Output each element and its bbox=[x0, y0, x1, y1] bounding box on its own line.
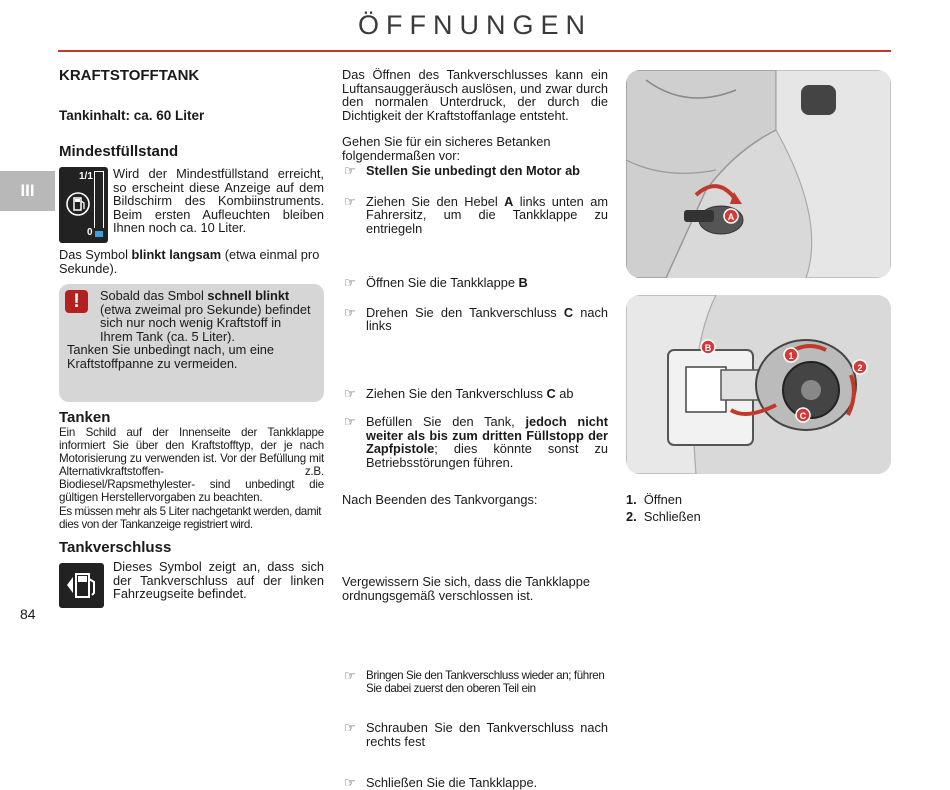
warning-icon: ! bbox=[65, 290, 88, 313]
refuel-text: Ein Schild auf der Innenseite der Tankklappe informiert Sie über den Kraftstofftyp, der je nach Motorisierung zu verwenden ist. Vor der Befüllung mit Alternativkraftstoffen- z.B. Biodiesel/Rapsmethylester- sind unbedingt die gültigen Herstellervorgaben zu beachten. bbox=[59, 426, 324, 504]
step-2: ☞ Ziehen Sie den Hebel A links unten am Fahrersitz, um die Tankklappe zu entriegeln bbox=[342, 195, 608, 236]
legend-item-2: 2. Schließen bbox=[626, 509, 701, 524]
procedure-intro: Gehen Sie für ein sicheres Betanken folgendermaßen vor: bbox=[342, 134, 551, 163]
tank-capacity: Tankinhalt: ca. 60 Liter bbox=[59, 108, 205, 123]
callout-c: C bbox=[799, 411, 807, 421]
section-heading: KRAFTSTOFFTANK bbox=[59, 67, 200, 84]
chapter-tab[interactable]: III bbox=[0, 171, 55, 211]
after-refuel-heading: Nach Beenden des Tankvorgangs: bbox=[342, 492, 538, 507]
step-4: ☞ Drehen Sie den Tankverschluss C nach links bbox=[342, 306, 608, 333]
step-5: ☞ Ziehen Sie den Tankverschluss C ab bbox=[342, 387, 608, 401]
symbol-blink-text: Das Symbol blinkt langsam (etwa einmal pro Sekunde). bbox=[59, 247, 320, 276]
gauge-full-label: 1/1 bbox=[79, 171, 93, 182]
after-step-1: ☞ Bringen Sie den Tankverschluss wieder an; führen Sie dabei zuerst den oberen Teil ein bbox=[342, 669, 610, 695]
step-3: ☞ Öffnen Sie die Tankklappe B bbox=[342, 276, 608, 290]
refuel-heading: Tanken bbox=[59, 409, 111, 426]
fuel-gauge-icon bbox=[59, 167, 108, 243]
warning-text: Sobald das Smbol schnell blinkt (etwa zweimal pro Sekunde) befindet sich nur noch wenig Kraftstoff in Ihrem Tank (ca. 5 Liter). bbox=[100, 288, 311, 344]
lever-illustration bbox=[626, 70, 891, 278]
title-divider bbox=[58, 50, 891, 52]
callout-b: B bbox=[704, 343, 712, 353]
fuel-cap-illustration bbox=[626, 295, 891, 474]
callout-2: 2 bbox=[857, 363, 863, 373]
fuel-cap-heading: Tankverschluss bbox=[59, 539, 172, 556]
after-step-3: ☞ Schließen Sie die Tankklappe. bbox=[342, 776, 608, 790]
callout-a: A bbox=[727, 212, 735, 222]
warning-text-2: Tanken Sie unbedingt nach, um eine Kraftstoffpanne zu vermeiden. bbox=[67, 342, 275, 371]
min-level-text: Wird der Mindestfüllstand erreicht, so erscheint diese Anzeige auf dem Bildschirm des Kombiinstruments. Beim ersten Aufleuchten bleiben Ihnen noch ca. 10 Liter. bbox=[113, 166, 324, 235]
fuel-pump-icon bbox=[59, 563, 104, 608]
page-number: 84 bbox=[20, 606, 36, 622]
callout-1: 1 bbox=[788, 351, 794, 361]
min-level-heading: Mindestfüllstand bbox=[59, 143, 179, 160]
gauge-scale bbox=[94, 171, 104, 228]
intro-text: Das Öffnen des Tankverschlusses kann ein Luftansauggeräusch auslösen, und zwar durch den normalen Unterdruck, der durch die Dichtigkeit der Kraftstoffanlage entsteht. bbox=[342, 67, 608, 123]
after-step-2: ☞ Schrauben Sie den Tankverschluss nach rechts fest bbox=[342, 721, 608, 748]
step-1: ☞ Stellen Sie unbedingt den Motor ab bbox=[342, 164, 608, 178]
legend-item-1: 1. Öffnen bbox=[626, 492, 682, 507]
fuel-warning-icon bbox=[65, 191, 91, 217]
after-note: Vergewissern Sie sich, dass die Tankklappe ordnungsgemäß verschlossen ist. bbox=[342, 574, 591, 603]
step-6: ☞ Befüllen Sie den Tank, jedoch nicht weiter als bis zum dritten Füllstopp der Zapfpistole; dies könnte sonst zu Betriebsstörungen führen. bbox=[342, 415, 608, 469]
gauge-empty-label: 0 bbox=[87, 227, 93, 238]
fuel-cap-text: Dieses Symbol zeigt an, dass sich der Tankverschluss auf der linken Fahrzeugseite befindet. bbox=[113, 559, 324, 601]
gauge-level-bar bbox=[95, 231, 103, 237]
refuel-note: Es müssen mehr als 5 Liter nachgetankt werden, damit dies von der Tankanzeige registriert wird. bbox=[59, 505, 322, 531]
page-title: ÖFFNUNGEN bbox=[358, 10, 592, 40]
